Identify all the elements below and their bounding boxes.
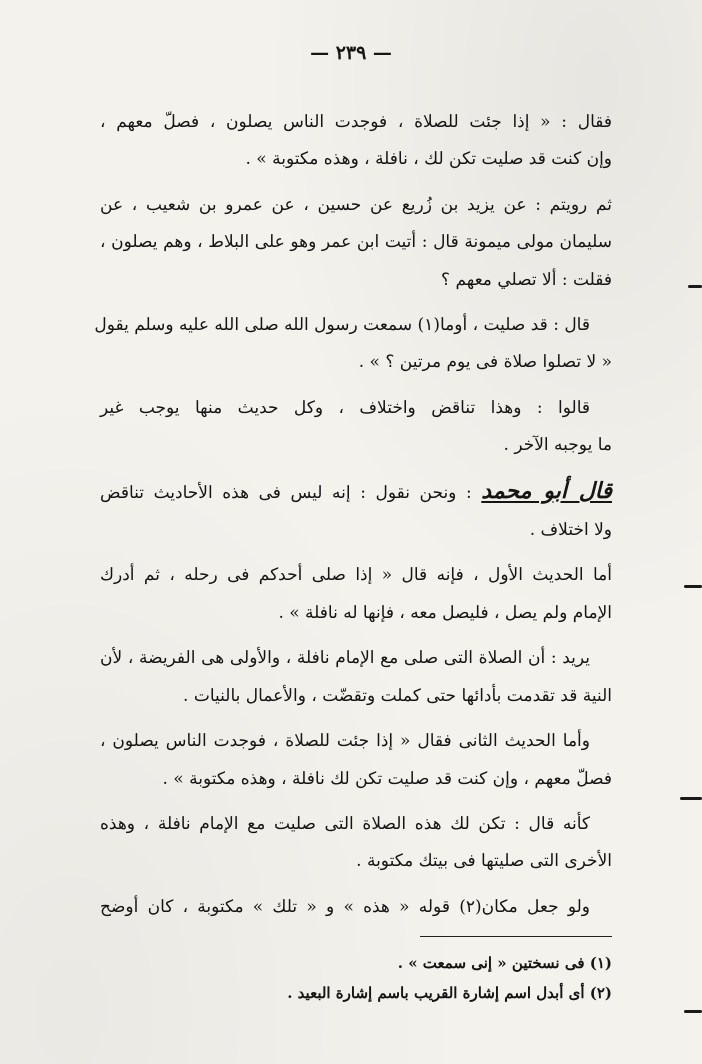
text-line [100,473,612,512]
footnote-divider [420,936,612,937]
text-line: قال : قد صليت ، أوما(١) سمعت رسول الله صلى الله عليه وسلم يقول [94,315,590,336]
text-fragment: : ونحن نقول : إنه ليس فى هذه الأحاديث تناقض [100,482,472,503]
paragraph-3 [94,307,612,382]
text-line: وإن كنت قد صليت تكن لك ، نافلة ، وهذه مكتوبة » . [245,149,612,170]
text-line: « لا تصلوا صلاة فى يوم مرتين ؟ » . [358,352,612,373]
paragraph-6 [100,557,612,632]
text-line: أما الحديث الأول ، فإنه قال « إذا صلى أحدكم فى رحله ، ثم أدرك [100,565,612,586]
text-line: الأخرى التى صليتها فى بيتك مكتوبة . [356,851,612,872]
text-line: فقلت : ألا تصلي معهم ؟ [441,269,612,290]
text-line: قالوا : وهذا تناقض واختلاف ، وكل حديث منها يوجب غير [100,397,590,418]
margin-mark [684,1010,702,1013]
main-text [94,104,612,934]
paragraph-9 [100,806,612,881]
text-line: كأنه قال : تكن لك هذه الصلاة التى صليت مع الإمام نافلة ، وهذه [100,813,590,834]
paragraph-1 [100,104,612,179]
paragraph-2 [100,187,612,299]
text-line: ثم رويتم : عن يزيد بن زُريع عن حسين ، عن عمرو بن شعيب ، عن [100,194,612,215]
text-line: الإمام ولم يصل ، فليصل معه ، فإنها له نافلة » . [278,602,612,623]
text-line: سليمان مولى ميمونة قال : أتيت ابن عمر وهو على البلاط ، وهم يصلون ، [100,232,612,253]
text-line: النية قد تقدمت بأدائها حتى كملت وتقضّت ، والأعمال بالنيات . [183,685,612,706]
page-number: — ٢٣٩ — [310,42,392,64]
text-line: يريد : أن الصلاة التى صلى مع الإمام نافلة ، والأولى هى الفريضة ، لأن [100,648,590,669]
margin-mark [688,285,702,288]
footnote-2: (٢) أى أبدل اسم إشارة القريب باسم إشارة البعيد . [287,984,612,1002]
section-heading: قال أبو محمد [481,477,612,504]
margin-mark [680,797,702,800]
margin-mark [684,585,702,588]
paragraph-4 [100,390,612,465]
text-line: فقال : « إذا جئت للصلاة ، فوجدت الناس يصلون ، فصلّ معهم ، [100,112,612,132]
text-line: ولو جعل مكان(٢) قوله « هذه » و « تلك » مكتوبة ، كان أوضح [100,896,591,917]
paragraph-10 [100,889,612,926]
paragraph-8 [100,723,612,798]
text-line: ما يوجبه الآخر . [503,435,612,456]
text-line: فصلّ معهم ، وإن كنت قد صليت تكن لك نافلة ، وهذه مكتوبة » . [162,768,612,789]
footnote-1: (١) فى نسختين « إنى سمعت » . [397,954,612,972]
paragraph-5 [100,473,612,550]
text-line: وأما الحديث الثانى فقال « إذا جئت للصلاة ، فوجدت الناس يصلون ، [100,731,590,752]
footnotes [160,948,612,1008]
paragraph-7 [100,640,612,715]
text-line: ولا اختلاف . [529,520,612,541]
